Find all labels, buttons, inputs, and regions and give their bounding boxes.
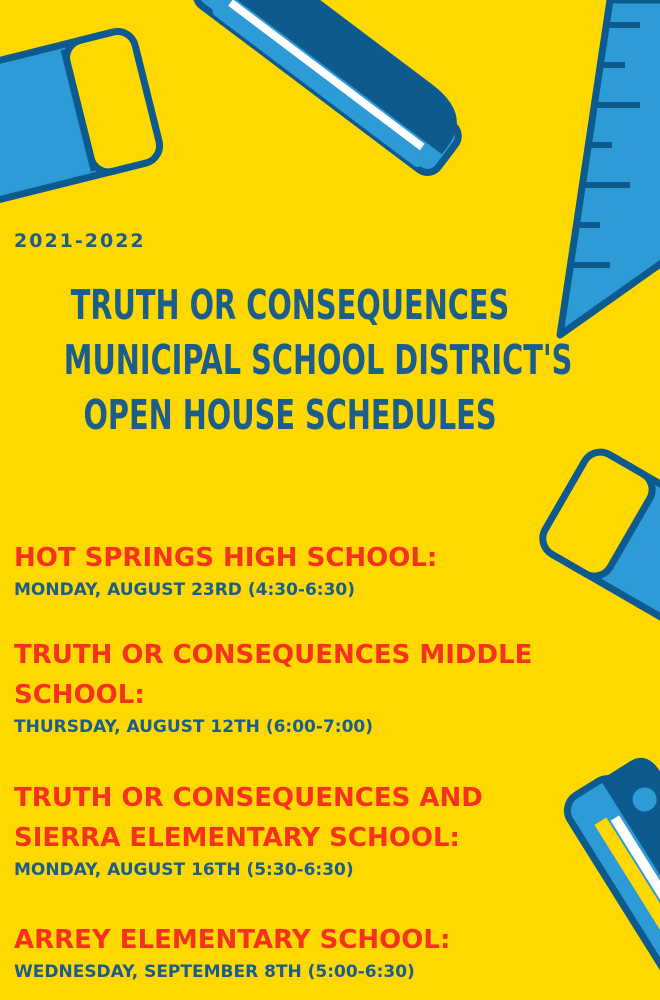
title-line: MUNICIPAL SCHOOL DISTRICT'S bbox=[63, 336, 573, 384]
school-name: TRUTH OR CONSEQUENCES AND SIERRA ELEMENTARY SCHOOL: bbox=[14, 783, 483, 853]
stapler-icon bbox=[191, 0, 476, 178]
title-line: OPEN HOUSE SCHEDULES bbox=[83, 391, 497, 439]
open-house-date: MONDAY, AUGUST 23RD (4:30-6:30) bbox=[14, 580, 356, 600]
schedule-item bbox=[14, 920, 574, 984]
school-name: ARREY ELEMENTARY SCHOOL: bbox=[14, 925, 451, 955]
stapler-icon bbox=[561, 751, 660, 1000]
schedule-item bbox=[14, 538, 574, 602]
open-house-date: THURSDAY, AUGUST 12TH (6:00-7:00) bbox=[14, 717, 373, 737]
school-name: HOT SPRINGS HIGH SCHOOL: bbox=[14, 543, 438, 573]
eraser-icon bbox=[0, 28, 163, 205]
title-line: TRUTH OR CONSEQUENCES bbox=[70, 281, 510, 329]
page-title bbox=[63, 278, 573, 443]
ruler-icon bbox=[560, 0, 660, 335]
school-name: TRUTH OR CONSEQUENCES MIDDLE SCHOOL: bbox=[14, 640, 533, 710]
schedule-item bbox=[14, 778, 574, 882]
open-house-date: WEDNESDAY, SEPTEMBER 8TH (5:00-6:30) bbox=[14, 962, 415, 982]
school-year: 2021-2022 bbox=[14, 230, 146, 252]
open-house-date: MONDAY, AUGUST 16TH (5:30-6:30) bbox=[14, 860, 354, 880]
schedule-item bbox=[14, 635, 574, 739]
